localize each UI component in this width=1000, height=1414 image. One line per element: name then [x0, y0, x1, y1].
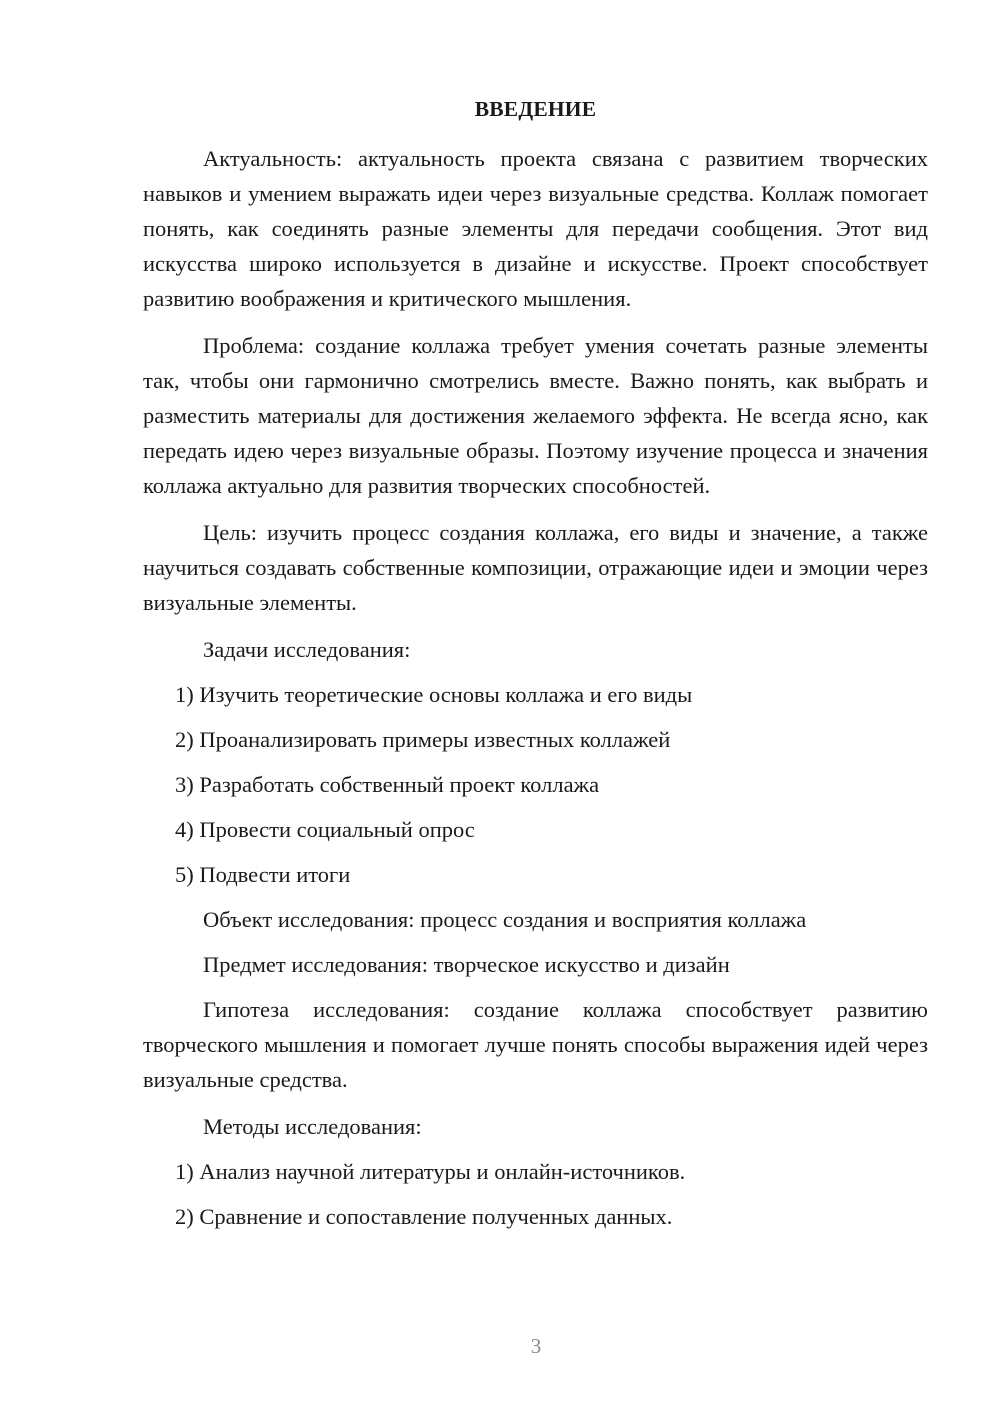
methods-label: Методы исследования: — [203, 1114, 422, 1139]
task-item-4: 4) Провести социальный опрос — [175, 817, 475, 842]
section-heading: ВВЕДЕНИЕ — [474, 97, 597, 121]
relevance-paragraph: Актуальность: актуальность проекта связана с развитием творческих навыков и умением выражать идеи через визуальные средства. Коллаж помогает понять, как соединять разные элементы для передачи сообщения. Этот вид искусства широко используется в дизайне и искусстве. Проект способствует развитию воображения и критического мышления. — [143, 146, 928, 311]
research-object: Объект исследования: процесс создания и восприятия коллажа — [203, 907, 807, 932]
method-item-2: 2) Сравнение и сопоставление полученных данных. — [175, 1204, 673, 1229]
hypothesis-paragraph: Гипотеза исследования: создание коллажа способствует развитию творческого мышления и помогает лучше понять способы выражения идей через визуальные средства. — [143, 997, 928, 1092]
task-item-3: 3) Разработать собственный проект коллажа — [175, 772, 600, 797]
method-item-1: 1) Анализ научной литературы и онлайн-источников. — [175, 1159, 686, 1184]
task-item-2: 2) Проанализировать примеры известных коллажей — [175, 727, 671, 752]
problem-paragraph: Проблема: создание коллажа требует умения сочетать разные элементы так, чтобы они гармонично смотрелись вместе. Важно понять, как выбрать и разместить материалы для достижения желаемого эффекта. Не всегда ясно, как передать идею через визуальные образы. Поэтому изучение процесса и значения коллажа актуально для развития творческих способностей. — [143, 333, 928, 498]
task-item-5: 5) Подвести итоги — [175, 862, 351, 887]
page-content — [143, 92, 928, 1244]
research-subject: Предмет исследования: творческое искусство и дизайн — [203, 952, 730, 977]
page-number: 3 — [530, 1334, 542, 1358]
task-item-1: 1) Изучить теоретические основы коллажа и его виды — [175, 682, 693, 707]
tasks-label: Задачи исследования: — [203, 637, 411, 662]
goal-paragraph: Цель: изучить процесс создания коллажа, его виды и значение, а также научиться создавать собственные композиции, отражающие идеи и эмоции через визуальные элементы. — [143, 520, 928, 615]
